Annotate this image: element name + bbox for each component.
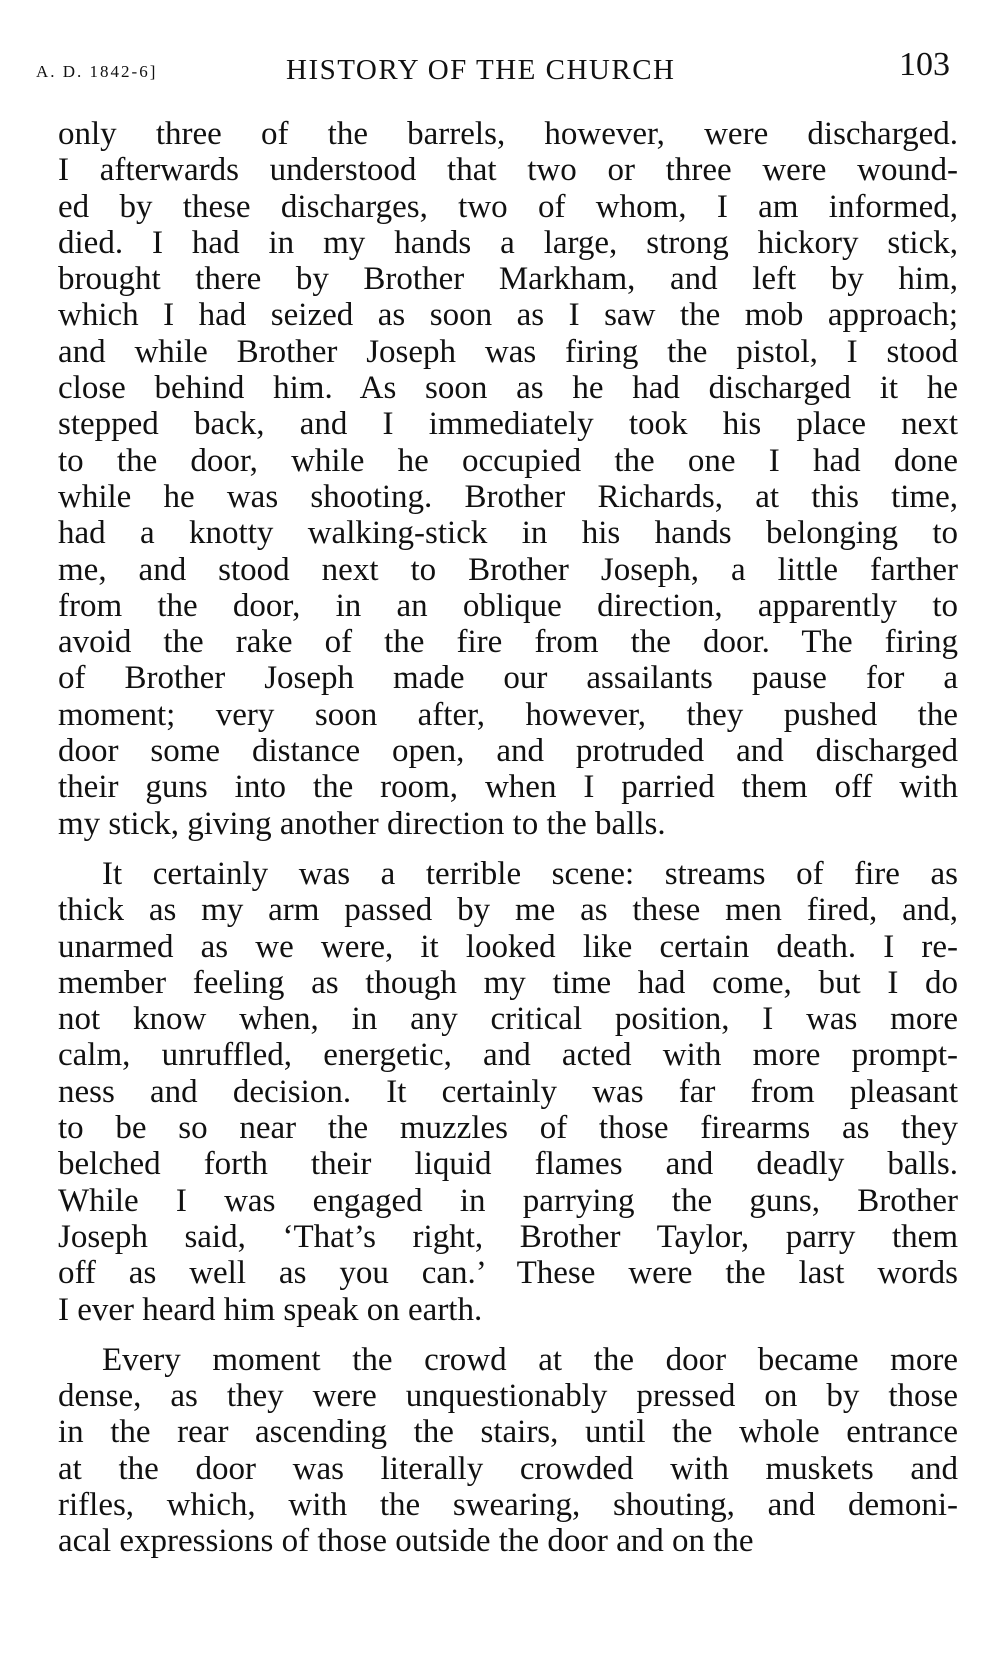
text-line: While I was engaged in parrying the guns, Brother: [58, 1182, 958, 1219]
text-line: stepped back, and I immediately took his place next: [58, 406, 958, 443]
text-line: died. I had in my hands a large, strong hickory stick,: [58, 224, 958, 261]
body-text: [58, 116, 958, 1560]
text-line: rifles, which, with the swearing, shouting, and demoni-: [58, 1486, 958, 1523]
text-line: I ever heard him speak on earth.: [58, 1291, 483, 1328]
text-line: acal expressions of those outside the door and on the: [58, 1523, 754, 1560]
text-line: in the rear ascending the stairs, until the whole entrance: [58, 1414, 958, 1451]
paragraph: [58, 1342, 958, 1560]
text-line: thick as my arm passed by me as these men fired, and,: [58, 892, 958, 929]
book-title: HISTORY OF THE CHURCH: [286, 54, 676, 86]
text-line: while he was shooting. Brother Richards, at this time,: [58, 478, 958, 515]
page-number: 103: [899, 46, 950, 83]
text-line: brought there by Brother Markham, and left by him,: [58, 261, 958, 298]
text-line: which I had seized as soon as I saw the mob approach;: [58, 297, 958, 334]
text-line: member feeling as though my time had come, but I do: [58, 964, 958, 1001]
text-line: Every moment the crowd at the door became more: [102, 1341, 958, 1378]
text-line: at the door was literally crowded with muskets and: [58, 1450, 958, 1487]
paragraph: [58, 116, 958, 842]
running-head: [36, 44, 950, 90]
text-line: unarmed as we were, it looked like certain death. I re-: [58, 928, 958, 965]
text-line: avoid the rake of the fire from the door. The firing: [58, 624, 958, 661]
paragraph: [58, 856, 958, 1328]
text-line: calm, unruffled, energetic, and acted with more prompt-: [58, 1037, 958, 1074]
text-line: dense, as they were unquestionably pressed on by those: [58, 1378, 958, 1415]
text-line: Joseph said, ‘That’s right, Brother Taylor, parry them: [58, 1218, 958, 1255]
paragraph-gap: [58, 842, 958, 856]
text-line: It certainly was a terrible scene: streams of fire as: [102, 855, 958, 892]
text-line: belched forth their liquid flames and deadly balls.: [58, 1146, 958, 1183]
text-line: close behind him. As soon as he had discharged it he: [58, 370, 958, 407]
text-line: me, and stood next to Brother Joseph, a little farther: [58, 551, 958, 588]
text-line: had a knotty walking-stick in his hands belonging to: [58, 515, 958, 552]
date-range: A. D. 1842-6]: [36, 62, 158, 81]
text-line: my stick, giving another direction to the balls.: [58, 805, 666, 842]
text-line: ed by these discharges, two of whom, I am informed,: [58, 188, 958, 225]
text-line: off as well as you can.’ These were the last words: [58, 1255, 958, 1292]
text-line: from the door, in an oblique direction, apparently to: [58, 587, 958, 624]
text-line: ness and decision. It certainly was far from pleasant: [58, 1073, 958, 1110]
text-line: and while Brother Joseph was firing the pistol, I stood: [58, 333, 958, 370]
text-line: to the door, while he occupied the one I had done: [58, 442, 958, 479]
text-line: only three of the barrels, however, were discharged.: [58, 116, 958, 152]
text-line: moment; very soon after, however, they pushed the: [58, 696, 958, 733]
text-line: I afterwards understood that two or three were wound-: [58, 152, 958, 189]
text-line: not know when, in any critical position, I was more: [58, 1001, 958, 1038]
text-line: their guns into the room, when I parried them off with: [58, 769, 958, 806]
text-line: of Brother Joseph made our assailants pause for a: [58, 660, 958, 697]
text-line: door some distance open, and protruded and discharged: [58, 733, 958, 770]
paragraph-gap: [58, 1328, 958, 1342]
text-line: to be so near the muzzles of those firearms as they: [58, 1110, 958, 1147]
